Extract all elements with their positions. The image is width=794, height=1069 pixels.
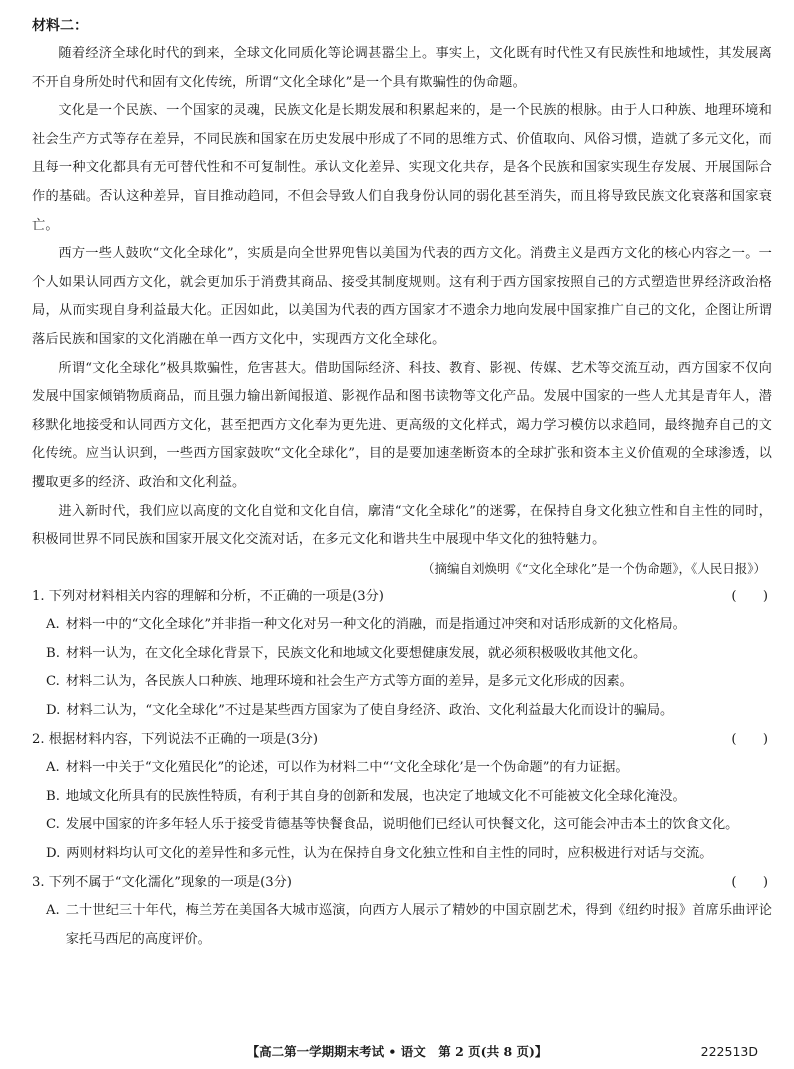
option-d[interactable] xyxy=(32,840,772,869)
question-1 xyxy=(32,583,772,726)
option-c[interactable] xyxy=(32,668,772,697)
question-2 xyxy=(32,726,772,869)
footer-page-info: 【高二第一学期期末考试 • 语文 第 2 页(共 8 页)】 xyxy=(246,1044,548,1059)
material-paragraph-5: 进入新时代，我们应以高度的文化自觉和文化自信，廓清“文化全球化”的迷雾，在保持自身文化独立性和自主性的同时，积极同世界不同民族和国家开展文化交流对话，在多元文化和谐共生中展现中华文化的独特魅力。 xyxy=(32,503,772,548)
option-a[interactable] xyxy=(32,897,772,954)
option-label: C. xyxy=(46,817,60,833)
material-paragraph-1: 随着经济全球化时代的到来，全球文化同质化等论调甚嚣尘上。事实上，文化既有时代性又有民族性和地域性，其发展离不开自身所处时代和固有文化传统，所谓“文化全球化”是一个具有欺骗性的伪命题。 xyxy=(32,46,772,90)
material-body xyxy=(32,40,772,555)
option-label: A. xyxy=(46,903,60,919)
material-paragraph-3: 西方一些人鼓吹“文化全球化”，实质是向全世界兜售以美国为代表的西方文化。消费主义是西方文化的核心内容之一。一个人如果认同西方文化，就会更加乐于消费其商品、接受其制度规则。这有利于西方国家按照自己的方式塑造世界经济政治格局，从而实现自身利益最大化。正因如此，以美国为代表的西方国家才不遗余力地向发展中国家推广自己的文化，企图让所谓落后民族和国家的文化消融在单一西方文化中，实现西方文化全球化。 xyxy=(32,246,772,347)
question-3 xyxy=(32,869,772,955)
question-text: 3. 下列不属于“文化濡化”现象的一项是(3分) xyxy=(32,874,292,890)
option-label: A. xyxy=(46,617,60,633)
option-text: 地域文化所具有的民族性特质，有利于其自身的创新和发展，也决定了地域文化不可能被文化全球化淹没。 xyxy=(65,788,686,804)
question-text: 1. 下列对材料相关内容的理解和分析，不正确的一项是(3分) xyxy=(32,588,384,604)
question-text: 2. 根据材料内容，下列说法不正确的一项是(3分) xyxy=(32,731,319,747)
footer-exam-code: 222513D xyxy=(700,1044,758,1059)
option-text: 材料二认为，“文化全球化”不过是某些西方国家为了使自身经济、政治、文化利益最大化而设计的骗局。 xyxy=(66,703,674,719)
option-text: 二十世纪三十年代，梅兰芳在美国各大城市巡演，向西方人展示了精妙的中国京剧艺术，得到《纽约时报》首席乐曲评论家托马西尼的高度评价。 xyxy=(65,903,772,947)
answer-bracket[interactable]: ( ) xyxy=(731,588,768,604)
option-label: C. xyxy=(46,674,60,690)
page-footer xyxy=(0,1040,794,1064)
material-title: 材料二： xyxy=(32,18,88,34)
answer-bracket[interactable]: ( ) xyxy=(731,874,768,890)
option-a[interactable] xyxy=(32,611,772,640)
option-text: 发展中国家的许多年轻人乐于接受肯德基等快餐食品，说明他们已经认可快餐文化，这可能会冲击本土的饮食文化。 xyxy=(65,817,739,833)
option-text: 两则材料均认可文化的差异性和多元性，认为在保持自身文化独立性和自主性的同时，应积极进行对话与交流。 xyxy=(66,846,713,862)
material-paragraph-4: 所谓“文化全球化”极具欺骗性，危害甚大。借助国际经济、科技、教育、影视、传媒、艺术等交流互动，西方国家不仅向发展中国家倾销物质商品，而且强力输出新闻报道、影视作品和图书读物等文化产品。发展中国家的一些人尤其是青年人，潜移默化地接受和认同西方文化，甚至把西方文化奉为更先进、更高级的文化样式，竭力学习模仿以求趋同，最终抛弃自己的文化传统。应当认识到，一些西方国家鼓吹“文化全球化”，目的是要加速垄断资本的全球扩张和资本主义价值观的全球渗透，以攫取更多的经济、政治和文化利益。 xyxy=(32,360,772,490)
option-text: 材料一认为，在文化全球化背景下，民族文化和地域文化要想健康发展，就必须积极吸收其他文化。 xyxy=(65,645,647,661)
exam-page xyxy=(32,12,772,954)
option-d[interactable] xyxy=(32,697,772,726)
question-stem xyxy=(32,583,772,612)
option-label: B. xyxy=(46,788,60,804)
option-label: B. xyxy=(46,645,60,661)
question-stem xyxy=(32,726,772,755)
material-source: （摘编自刘焕明《“文化全球化”是一个伪命题》，《人民日报》） xyxy=(421,560,766,576)
question-stem xyxy=(32,869,772,898)
material-paragraph-2: 文化是一个民族、一个国家的灵魂，民族文化是长期发展和积累起来的，是一个民族的根脉。由于人口种族、地理环境和社会生产方式等存在差异，不同民族和国家在历史发展中形成了不同的思维方式、价值取向、风俗习惯，造就了多元文化，而且每一种文化都具有无可替代性和不可复制性。承认文化差异、实现文化共存，是各个民族和国家实现生存发展、开展国际合作的基础。否认这种差异，盲目推动趋同，不但会导致人们自我身份认同的弱化甚至消失，而且将导致民族文化衰落和国家衰亡。 xyxy=(32,103,772,233)
option-text: 材料一中的“文化全球化”并非指一种文化对另一种文化的消融，而是指通过冲突和对话形成新的文化格局。 xyxy=(65,617,686,633)
option-text: 材料二认为，各民族人口种族、地理环境和社会生产方式等方面的差异，是多元文化形成的因素。 xyxy=(65,674,633,690)
option-label: A. xyxy=(46,760,60,776)
option-b[interactable] xyxy=(32,640,772,669)
option-label: D. xyxy=(46,846,61,862)
answer-bracket[interactable]: ( ) xyxy=(731,731,768,747)
option-a[interactable] xyxy=(32,754,772,783)
option-b[interactable] xyxy=(32,783,772,812)
option-label: D. xyxy=(46,703,61,719)
option-c[interactable] xyxy=(32,811,772,840)
option-text: 材料一中关于“文化殖民化”的论述，可以作为材料二中“‘文化全球化’是一个伪命题”的有力证据。 xyxy=(65,760,629,776)
